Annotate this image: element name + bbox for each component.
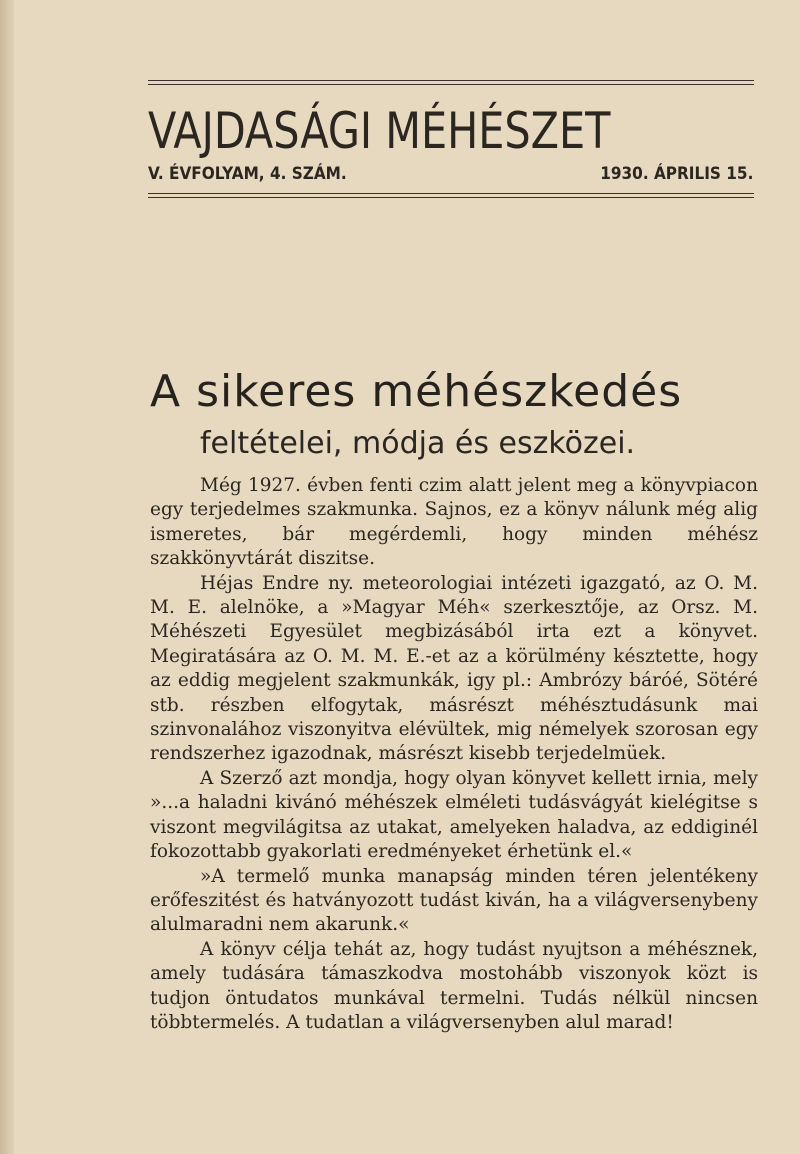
masthead-bottom-rule xyxy=(148,193,754,198)
masthead-top-rule xyxy=(148,80,754,85)
article-headline: A sikeres méhészkedés xyxy=(150,366,683,417)
article-paragraph: »A termelő munka manapság minden téren jelentékeny erőfeszitést és hatványozott tudást kiván, ha a világversenybeny alulmaradni nem akarunk.« xyxy=(150,865,758,936)
article-paragraph: A Szerző azt mondja, hogy olyan könyvet kellett irnia, mely »...a haladni kivánó méhészek elméleti tudásvágyát kielégitse s viszont megvilágitsa az utakat, amelyeken haladva, az eddiginél fokozottabb gyakorlati eredményeket érhetünk el.« xyxy=(150,767,758,863)
article-subheadline: feltételei, módja és eszközei. xyxy=(200,426,636,461)
article-paragraph: Héjas Endre ny. meteorologiai intézeti igazgató, az O. M. M. E. alelnöke, a »Magyar Méh« szerkesztője, az Orsz. M. Méhészeti Egyesület megbizásából irta ezt a könyvet. Megiratására az O. M. M. E.-et az a körülmény késztette, hogy az eddig megjelent szakmunkák, igy pl.: Ambrózy báróé, Sötéré stb. részben elfogytak, másrészt méhésztudásunk mai szinvonalához viszonyitva elévültek, mig némelyek szorosan egy rendszerhez igazodnak, másrészt kisebb terjedelmüek. xyxy=(150,572,758,765)
article-body xyxy=(150,474,758,1035)
page-binding-edge xyxy=(0,0,14,1154)
article xyxy=(150,362,758,1035)
journal-title: VAJDASÁGI MÉHÉSZET xyxy=(148,102,611,160)
article-paragraph: A könyv célja tehát az, hogy tudást nyujtson a méhésznek, amely tudására támaszkodva mostohább viszonyok közt is tudjon öntudatos munkával termelni. Tudás nélkül nincsen többtermelés. A tudatlan a világversenyben alul marad! xyxy=(150,938,758,1033)
masthead xyxy=(148,80,754,198)
volume-issue: V. ÉVFOLYAM, 4. SZÁM. xyxy=(148,164,347,184)
issue-date: 1930. ÁPRILIS 15. xyxy=(600,164,754,184)
issue-line xyxy=(148,163,753,185)
article-paragraph: Még 1927. évben fenti czim alatt jelent meg a könyvpiacon egy terjedelmes szakmunka. Sajnos, ez a könyv nálunk még alig ismeretes, bár megérdemli, hogy minden méhész szakkönyvtárát diszitse. xyxy=(150,475,758,570)
